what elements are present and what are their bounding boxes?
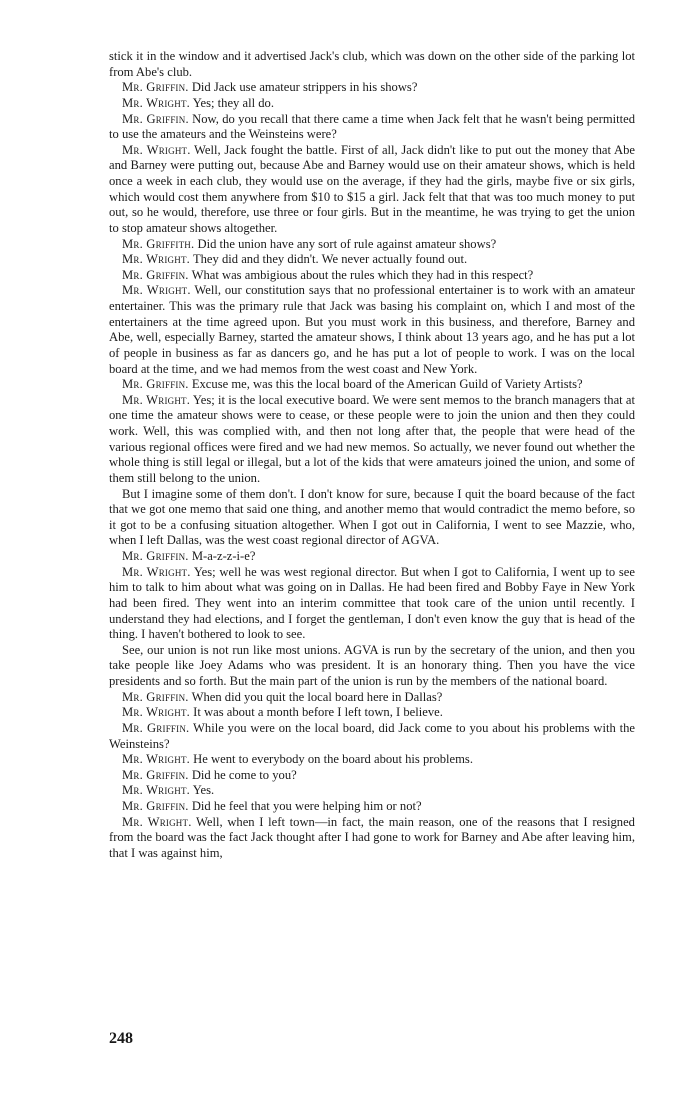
speaker-label: Mr. Wright. (122, 95, 191, 110)
paragraph-19 (109, 768, 635, 784)
paragraph-1 (109, 80, 635, 96)
paragraph-6 (109, 252, 635, 268)
speaker-label: Mr. Wright. (122, 783, 191, 798)
paragraph-text: Did he feel that you were helping him or not? (191, 799, 422, 813)
speaker-label: Mr. Griffin. (122, 767, 189, 782)
paragraph-text: But I imagine some of them don't. I don't know for sure, because I quit the board because of the fact that we got one memo that said one thing, and another memo that would contradict the memo before, so it got to be a confusing situation altogether. When I got out in California, I went to see Mazzie, who, when I left Dallas, was the west coast regional director of AGVA. (109, 486, 635, 548)
page-number: 248 (109, 1030, 133, 1047)
paragraph-15 (109, 690, 635, 706)
speaker-label: Mr. Wright. (122, 252, 191, 267)
speaker-label: Mr. Griffin. (122, 799, 189, 813)
paragraph-20 (109, 783, 635, 799)
speaker-label: Mr. Griffith. (122, 236, 195, 251)
paragraph-text: Well, Jack fought the battle. First of all, Jack didn't like to put out the money that Abe and Barney were putting out, because Abe and Barney would use on their amateur shows, which is held once a week in each club, they would use on the average, if they had the girls, maybe five or six girls, which would cost them anywhere from $10 to $15 a girl. Jack felt that that was too much money to put out, so he would, therefore, use three or four girls. But in the meantime, he was trying to get the union to stop amateur shows altogether. (109, 142, 635, 235)
paragraph-7 (109, 268, 635, 284)
speaker-label: Mr. Griffin. (122, 111, 189, 126)
paragraph-text: M-a-z-z-i-e? (191, 549, 256, 563)
speaker-label: Mr. Griffin. (122, 267, 189, 282)
paragraph-text: Did Jack use amateur strippers in his shows? (191, 80, 418, 95)
paragraph-text: Yes; it is the local executive board. We were sent memos to the branch managers that at one time the amateur shows were to cease, or these people were to join the union and then they could work. Well, this was complied with, and then not long after that, the people that were head of the various regional offices were fired and we had new memos. So actually, we never found out whether the whole thing is still legal or illegal, but a lot of the kids that were amateurs joined the union, and some of them still belong to the union. (109, 392, 635, 485)
paragraph-text: Did the union have any sort of rule against amateur shows? (197, 236, 497, 251)
paragraph-2 (109, 96, 635, 112)
paragraph-10 (109, 393, 635, 487)
speaker-label: Mr. Griffin. (122, 720, 190, 735)
speaker-label: Mr. Wright. (122, 283, 191, 298)
paragraph-text: What was ambigious about the rules which they had in this respect? (191, 267, 534, 282)
speaker-label: Mr. Wright. (122, 392, 191, 407)
paragraph-21 (109, 799, 635, 815)
speaker-label: Mr. Griffin. (122, 377, 189, 392)
paragraph-3 (109, 112, 635, 143)
paragraph-text: Did he come to you? (191, 767, 297, 782)
paragraph-text: While you were on the local board, did Jack come to you about his problems with the Weinsteins? (109, 720, 636, 751)
paragraph-text: He went to everybody on the board about his problems. (193, 752, 473, 767)
paragraph-18 (109, 752, 635, 768)
paragraph-text: When did you quit the local board here in Dallas? (191, 689, 443, 704)
paragraph-4 (109, 143, 635, 237)
paragraph-0 (109, 49, 635, 80)
paragraph-text: Yes; they all do. (192, 95, 274, 110)
paragraph-16 (109, 705, 635, 721)
paragraph-13 (109, 565, 635, 643)
speaker-label: Mr. Wright. (122, 142, 191, 157)
speaker-label: Mr. Wright. (122, 564, 191, 579)
paragraph-17 (109, 721, 635, 752)
paragraph-text: stick it in the window and it advertised Jack's club, which was down on the other side of the parking lot from Abe's club. (109, 49, 635, 79)
speaker-label: Mr. Wright. (122, 705, 191, 720)
paragraph-8 (109, 283, 635, 377)
speaker-label: Mr. Griffin. (122, 689, 189, 704)
speaker-label: Mr. Wright. (122, 752, 191, 767)
paragraph-9 (109, 377, 635, 393)
paragraph-12 (109, 549, 635, 565)
paragraph-text: See, our union is not run like most unions. AGVA is run by the secretary of the union, and then you take people like Joey Adams who was president. It is an honorary thing. Then you have the vice presidents and so forth. But the main part of the union is run by the members of the national board. (109, 642, 635, 688)
paragraph-11 (109, 487, 635, 550)
paragraph-5 (109, 237, 635, 253)
paragraph-text: It was about a month before I left town, I believe. (193, 705, 443, 720)
transcript-body (109, 49, 635, 862)
paragraph-14 (109, 643, 635, 690)
paragraph-text: Well, our constitution says that no professional entertainer is to work with an amateur entertainer. This was the primary rule that Jack was basing his complaint on, which I and most of the entertainers at the time agreed upon. But you must work in this business, and therefore, Barney and Abe, well, especially Barney, started the amateur shows, I think about 13 years ago, and he has put a lot of people in business as far as dancers go, and he has put a lot of people to work. I was on the local board at the time, and we had memos from the west coast and New York. (109, 283, 635, 376)
paragraph-text: Now, do you recall that there came a time when Jack felt that he wasn't being permitted to use the amateurs and the Weinsteins were? (109, 111, 635, 142)
paragraph-text: Yes. (192, 783, 215, 798)
speaker-label: Mr. Griffin. (122, 80, 189, 95)
paragraph-text: Well, when I left town—in fact, the main reason, one of the reasons that I resigned from the board was the fact Jack thought after I had gone to work for Barney and Abe after leaving him, that I was against him, (109, 814, 635, 860)
speaker-label: Mr. Wright. (122, 814, 192, 829)
paragraph-text: Yes; well he was west regional director. But when I got to California, I went up to see him to talk to him about what was going on in Dallas. He had been fired and Bobby Faye in New York had been fired. They went into an interim committee that took care of the union until recently. I understand they had elections, and I forget the gentleman, I don't even know the guy that is head of the thing. I haven't bothered to look to see. (109, 564, 635, 642)
speaker-label: Mr. Griffin. (122, 549, 189, 563)
paragraph-text: They did and they didn't. We never actually found out. (192, 252, 468, 267)
paragraph-text: Excuse me, was this the local board of the American Guild of Variety Artists? (191, 377, 583, 392)
paragraph-22 (109, 815, 635, 862)
